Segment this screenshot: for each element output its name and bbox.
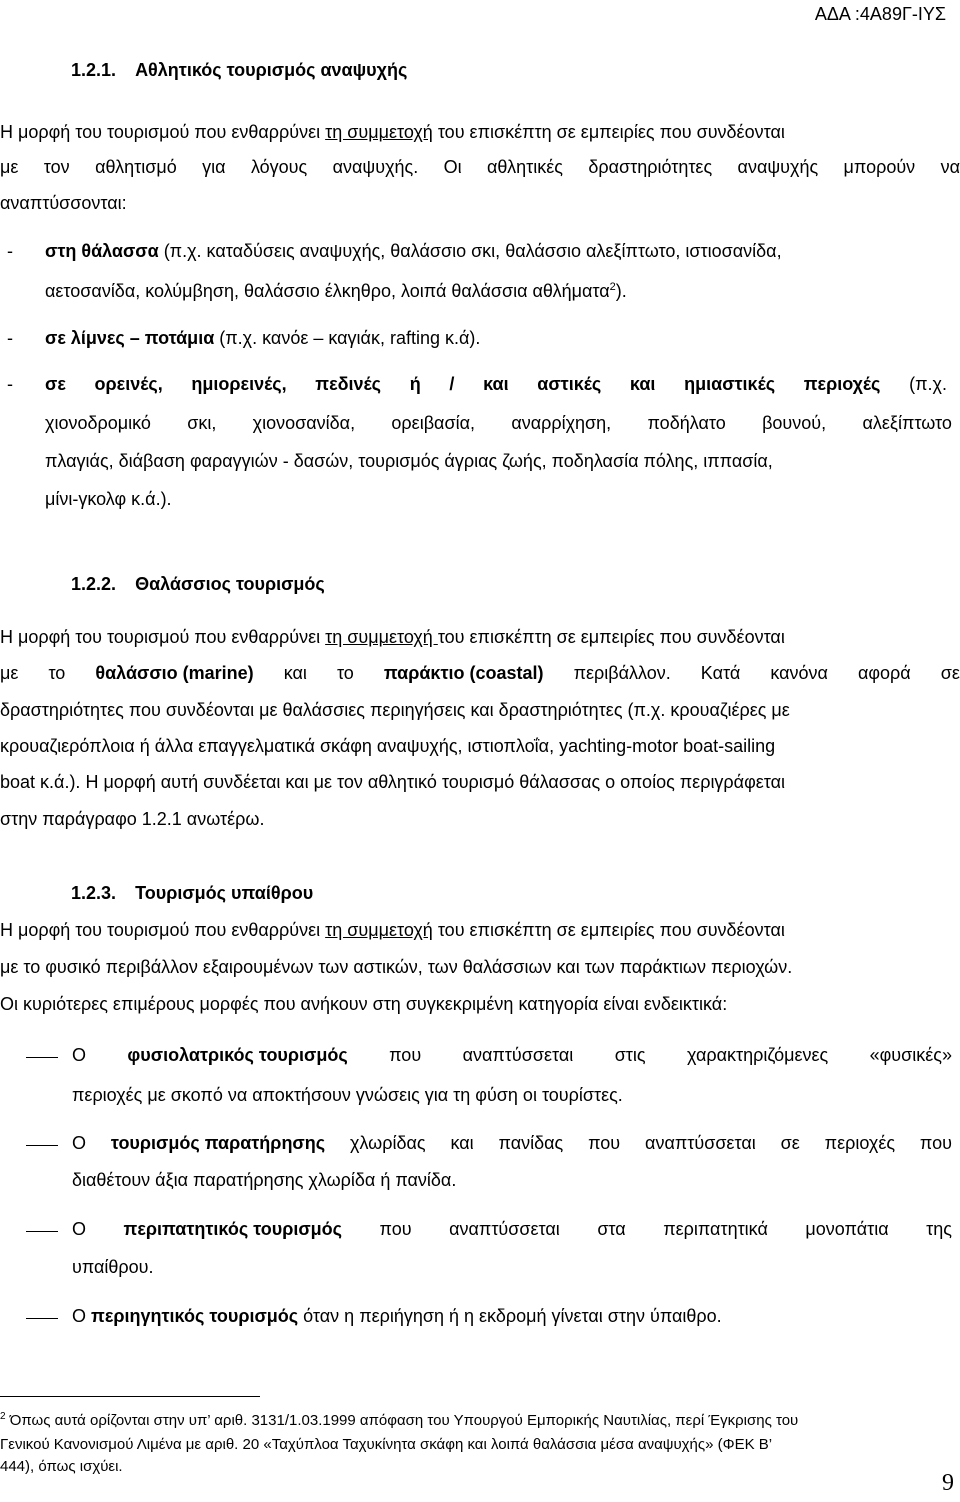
list-item-continuation: περιοχές με σκοπό να αποκτήσουν γνώσεις για τη φύση οι τουρίστες. [72, 1085, 623, 1105]
word: αναπτύσσεται [462, 1045, 574, 1065]
list-dash [26, 1057, 58, 1058]
word: σε [780, 1133, 800, 1153]
section-heading-1-2-3 [71, 883, 313, 904]
word: που [588, 1133, 621, 1153]
underlined-text: τη συμμετοχή [325, 627, 438, 647]
bullet-line: πλαγιάς, διάβαση φαραγγιών - δασών, τουρισμός άγριας ζωής, ποδηλασία πόλης, ιππασία, [45, 451, 773, 471]
word: αθλητικές [487, 157, 563, 177]
word: που [379, 1219, 412, 1239]
bullet-line [45, 374, 947, 395]
word: μονοπάτια [805, 1219, 889, 1239]
paragraph-line: δραστηριότητες που συνδέονται με θαλάσσιες περιηγήσεις και δραστηριότητες (π.χ. κρουαζιέρες με [0, 700, 790, 720]
section-heading-1-2-1 [71, 60, 407, 81]
word: Ο [72, 1133, 87, 1153]
list-dash [26, 1318, 58, 1319]
footnote-ref: 2 [609, 281, 616, 293]
bullet-line [45, 328, 480, 349]
text-run: Όπως αυτά ορίζονται στην υπ’ αριθ. 3131/1.03.1999 απόφαση του Υπουργού Εμπορικής Ναυτιλίας, περί Έγκρισης του [5, 1412, 799, 1429]
word: σκι, [187, 413, 217, 433]
text-run: όταν η περιήγηση ή η εκδρομή γίνεται στην ύπαιθρο. [298, 1306, 722, 1326]
word: και [450, 1133, 474, 1153]
word: χλωρίδας [350, 1133, 426, 1153]
bold-word: και [629, 374, 656, 394]
word: βουνού, [762, 413, 827, 433]
text-run: Κατά [700, 663, 741, 683]
bold-term: στη θάλασσα [45, 241, 159, 261]
bold-word: αστικές [537, 374, 602, 394]
word: Ο [72, 1045, 87, 1065]
paragraph-line: στην παράγραφο 1.2.1 ανωτέρω. [0, 809, 265, 829]
bold-word: και [483, 374, 509, 394]
word: χιονοσανίδα, [252, 413, 356, 433]
text-run: του επισκέπτη σε εμπειρίες που συνδέονται [437, 920, 785, 940]
list-item [72, 1219, 952, 1240]
underlined-text: τη συμμετοχή [325, 920, 433, 940]
text-run: με [0, 663, 19, 683]
underlined-text: τη συμμετοχή [325, 122, 433, 142]
bold-word: ημιαστικές [684, 374, 776, 394]
word: ορειβασία, [391, 413, 475, 433]
word: στα [597, 1219, 626, 1239]
list-item-continuation: υπαίθρου. [72, 1257, 154, 1277]
paragraph-line [0, 920, 960, 941]
paragraph-line: κρουαζιερόπλοια ή άλλα επαγγελματικά σκάφη αναψυχής, ιστιοπλοΐα, yachting-motor boat-sailing [0, 736, 776, 756]
word: περιοχές [824, 1133, 896, 1153]
bold-word: περιοχές [803, 374, 881, 394]
footnote-line: Γενικού Κανονισμού Λιμένα με αριθ. 20 «Ταχύπλοα Ταχυκίνητα σκάφη και λοιπά θαλάσσια μέσα αναψυχής» (ΦΕΚ Β’ [0, 1436, 773, 1453]
bullet-line [45, 241, 782, 262]
list-item [72, 1045, 952, 1066]
paragraph-line: boat κ.ά.). Η μορφή αυτή συνδέεται και με τον αθλητικό τουρισμό θάλασσας ο οποίος περιγράφεται [0, 772, 786, 792]
word: αναψυχής. [332, 157, 419, 177]
bold-word: σε [45, 374, 66, 394]
list-item [72, 1133, 952, 1154]
bold-term: σε λίμνες – ποτάμια [45, 328, 215, 348]
bullet-dash: - [7, 328, 13, 348]
text-run: κανόνα [770, 663, 828, 683]
word: (π.χ. [909, 374, 947, 394]
section-heading-1-2-2 [71, 574, 325, 595]
section-title: Θαλάσσιος τουρισμός [135, 574, 325, 594]
text-run: (π.χ. καταδύσεις αναψυχής, θαλάσσιο σκι, θαλάσσιο αλεξίπτωτο, ιστιοσανίδα, [158, 241, 782, 261]
bold-term: περιπατητικός τουρισμός [123, 1219, 343, 1239]
section-number: 1.2.2. [71, 574, 117, 594]
text-run: περιβάλλον. [573, 663, 671, 683]
word: να [940, 157, 960, 177]
bold-term: παράκτιο (coastal) [383, 663, 544, 683]
text-run: του επισκέπτη σε εμπειρίες που συνδέονται [437, 122, 785, 142]
paragraph-line [0, 663, 960, 684]
text-run: Η μορφή του τουρισμού που ενθαρρύνει [0, 627, 321, 647]
footnote-line [0, 1412, 798, 1429]
text-run: σε [940, 663, 960, 683]
footnote-separator [0, 1396, 260, 1397]
ada-code: ΑΔΑ :4Α89Γ-ΙΥΣ [814, 4, 946, 24]
word: αλεξίπτωτο [862, 413, 952, 433]
bold-word: πεδινές [315, 374, 382, 394]
list-item [72, 1306, 722, 1327]
text-run: (π.χ. κανόε – καγιάκ, rafting κ.ά). [214, 328, 481, 348]
word: ποδήλατο [647, 413, 726, 433]
bullet-line: μίνι-γκολφ κ.ά.). [45, 489, 172, 509]
section-number: 1.2.1. [71, 60, 117, 80]
footnote-line: 444), όπως ισχύει. [0, 1458, 123, 1475]
word: χιονοδρομικό [45, 413, 151, 433]
footnote-mark: 2 [0, 1411, 6, 1422]
word: αναπτύσσεται [645, 1133, 756, 1153]
section-title: Αθλητικός τουρισμός αναψυχής [135, 60, 408, 80]
word: που [389, 1045, 422, 1065]
section-title: Τουρισμός υπαίθρου [135, 883, 314, 903]
word: πανίδας [498, 1133, 564, 1153]
word: «φυσικές» [869, 1045, 952, 1065]
text-run: Η μορφή του τουρισμού που ενθαρρύνει [0, 920, 321, 940]
word: Οι [443, 157, 462, 177]
word: στις [614, 1045, 646, 1065]
list-dash [26, 1231, 58, 1232]
text-run: Η μορφή του τουρισμού που ενθαρρύνει [0, 122, 321, 142]
word: της [926, 1219, 952, 1239]
paragraph-line [0, 627, 960, 648]
bold-term: θαλάσσιο (marine) [95, 663, 254, 683]
text-run: του επισκέπτη σε εμπειρίες που συνδέονται [437, 627, 785, 647]
paragraph-line [0, 157, 960, 178]
bullet-line [45, 413, 952, 434]
list-item-continuation: διαθέτουν άξια παρατήρησης χλωρίδα ή πανίδα. [72, 1170, 457, 1190]
bold-word: ή [409, 374, 421, 394]
section-number: 1.2.3. [71, 883, 117, 903]
text-run: το [48, 663, 66, 683]
bold-word: ορεινές, [94, 374, 163, 394]
word: αναψυχής [737, 157, 819, 177]
bullet-line [45, 281, 627, 302]
page-number: 9 [942, 1470, 954, 1496]
list-dash [26, 1145, 58, 1146]
bold-term: φυσιολατρικός τουρισμός [127, 1045, 348, 1065]
bold-word: / [449, 374, 455, 394]
word: για [202, 157, 226, 177]
word: λόγους [250, 157, 308, 177]
word: αθλητισμό [95, 157, 177, 177]
word: αναρρίχηση, [511, 413, 612, 433]
word: δραστηριότητες [588, 157, 713, 177]
word: περιπατητικά [663, 1219, 768, 1239]
word: αναπτύσσεται [449, 1219, 560, 1239]
text-run: αφορά [857, 663, 911, 683]
bold-word: ημιορεινές, [191, 374, 287, 394]
paragraph-line [0, 122, 960, 143]
bullet-dash: - [7, 374, 13, 394]
paragraph-line: αναπτύσσονται: [0, 193, 127, 213]
text-run: Ο [72, 1306, 87, 1326]
text-run: αετοσανίδα, κολύμβηση, θαλάσσιο έλκηθρο, λοιπά θαλάσσια αθλήματα [45, 281, 610, 301]
text-run: το [336, 663, 354, 683]
paragraph-line: με το φυσικό περιβάλλον εξαιρουμένων των αστικών, των θαλάσσιων και των παράκτιων περιοχών. [0, 957, 793, 977]
word: τον [43, 157, 70, 177]
word: που [919, 1133, 952, 1153]
word: Ο [72, 1219, 87, 1239]
bullet-dash: - [7, 241, 13, 261]
word: μπορούν [843, 157, 916, 177]
bold-term: περιηγητικός τουρισμός [91, 1306, 299, 1326]
bold-term: τουρισμός παρατήρησης [110, 1133, 326, 1153]
text-run: και [283, 663, 307, 683]
text-run: ). [615, 281, 627, 301]
word: με [0, 157, 19, 177]
paragraph-line: Οι κυριότερες επιμέρους μορφές που ανήκουν στη συγκεκριμένη κατηγορία είναι ενδεικτικά: [0, 994, 728, 1014]
word: χαρακτηριζόμενες [687, 1045, 829, 1065]
